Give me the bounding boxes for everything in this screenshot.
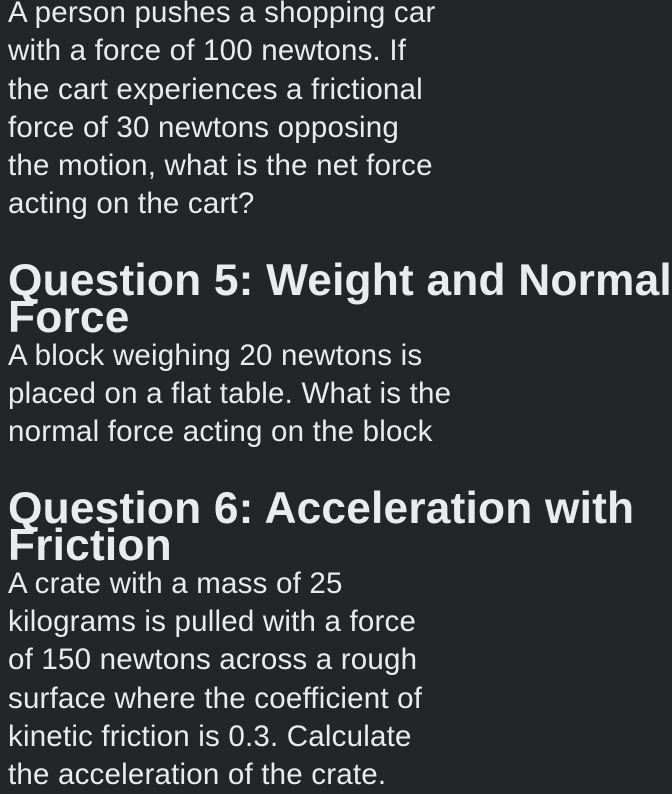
heading-line: Question 6: Acceleration with (8, 483, 635, 533)
text-line: normal force acting on the block (8, 415, 433, 449)
question-6-text (8, 565, 478, 794)
text-line: the motion, what is the net force (8, 149, 433, 183)
text-line: A person pushes a shopping car (8, 0, 436, 29)
text-line: surface where the coefficient of (8, 681, 423, 715)
question-6-heading (8, 483, 635, 571)
question-5-heading (8, 255, 672, 343)
text-line: with a force of 100 newtons. If (8, 34, 407, 68)
text-line: acting on the cart? (8, 187, 255, 221)
heading-line: Friction (8, 521, 172, 571)
text-line: the acceleration of the crate. (8, 758, 387, 792)
text-line: A crate with a mass of 25 (8, 566, 343, 600)
text-line: A block weighing 20 newtons is (8, 338, 423, 372)
heading-line: Force (8, 293, 130, 343)
text-line: force of 30 newtons opposing (8, 110, 400, 144)
question-5-text (8, 337, 478, 452)
question-4-text (8, 0, 478, 224)
text-line: kilograms is pulled with a force (8, 604, 417, 638)
heading-line: Question 5: Weight and Normal (8, 255, 672, 305)
text-line: the cart experiences a frictional (8, 72, 423, 106)
text-line: of 150 newtons across a rough (8, 643, 418, 677)
text-line: kinetic friction is 0.3. Calculate (8, 719, 412, 753)
text-line: placed on a flat table. What is the (8, 377, 452, 411)
document-content (8, 0, 672, 794)
